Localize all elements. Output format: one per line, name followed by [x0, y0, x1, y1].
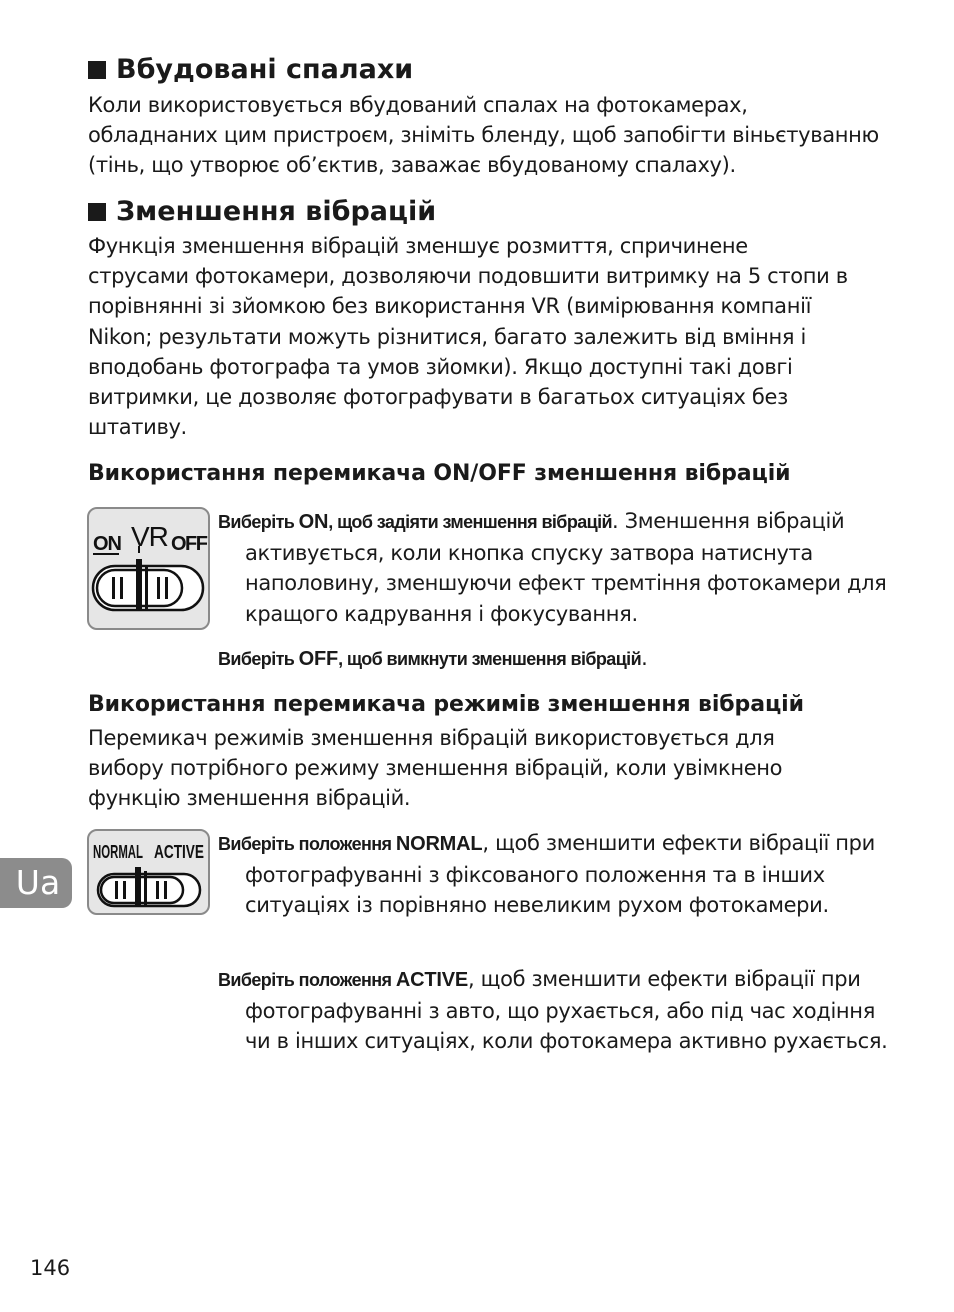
- flash-heading: [88, 54, 413, 86]
- mode-item-normal-text: , щоб зменшити ефекти вібрації при фотографуванні з фіксованого положення та в інших ситуаціях із порівняно невеликим рухом фотокамери.: [245, 831, 875, 917]
- keyword-normal: NORMAL: [395, 833, 483, 855]
- onoff-heading: Використання перемикача ON/OFF зменшення вібрацій: [88, 461, 791, 486]
- lead-pre: Виберіть: [218, 649, 299, 669]
- switch-label-active: ACTIVE: [154, 842, 204, 862]
- switch-label-vr: VR: [131, 521, 168, 552]
- mode-heading: Використання перемикача режимів зменшення вібрацій: [88, 692, 804, 717]
- vr-mode-switch-icon: [87, 829, 211, 915]
- square-bullet-icon: [88, 203, 106, 221]
- mode-item-normal: [218, 828, 895, 921]
- lead-pre: Виберіть положення: [218, 834, 396, 854]
- vr-onoff-switch-icon: [87, 507, 211, 631]
- mode-item-active-lead: [218, 970, 468, 990]
- lead-pre: Виберіть положення: [218, 970, 396, 990]
- keyword-off: OFF: [298, 648, 339, 670]
- lead-post: , щоб задіяти зменшення вібрацій: [328, 512, 612, 532]
- flash-heading-text: Вбудовані спалахи: [116, 54, 414, 85]
- switch-label-normal: NORMAL: [93, 842, 143, 862]
- onoff-item-on: [218, 506, 895, 629]
- mode-item-active: [218, 964, 895, 1057]
- mode-paragraph: Перемикач режимів зменшення вібрацій використовується для вибору потрібного режиму зменшення вібрацій, коли увімкнено функцію зменшення вібрацій.: [88, 726, 783, 811]
- page-number: 146: [30, 1256, 71, 1280]
- keyword-active: ACTIVE: [395, 969, 468, 991]
- mode-item-normal-lead: [218, 834, 482, 854]
- language-tab: Ua: [0, 858, 72, 908]
- square-bullet-icon: [88, 61, 106, 79]
- vr-heading-text: Зменшення вібрацій: [116, 196, 437, 227]
- onoff-item-off-lead: [218, 649, 641, 669]
- lead-pre: Виберіть: [218, 512, 299, 532]
- switch-label-off: OFF: [171, 533, 207, 555]
- onoff-item-on-lead: [218, 512, 612, 532]
- switch-label-on: ON: [93, 533, 121, 555]
- vr-heading: [88, 196, 436, 228]
- lead-post: , щоб вимкнути зменшення вібрацій: [338, 649, 642, 669]
- flash-paragraph: Коли використовується вбудований спалах на фотокамерах, обладнаних цим пристроєм, зніміть бленду, щоб запобігти віньєтуванню (тінь, що утворює об’єктив, заважає вбудованому спалаху).: [88, 93, 879, 178]
- mode-item-active-text: , щоб зменшити ефекти вібрації при фотографуванні з авто, що рухається, або під час ходіння чи в інших ситуаціях, коли фотокамера активно рухається.: [245, 967, 888, 1053]
- onoff-item-off: [218, 643, 895, 675]
- vr-paragraph: Функція зменшення вібрацій зменшує розмиття, спричинене струсами фотокамери, дозволяючи подовшити витримку на 5 стопи в порівнянні зі зйомкою без використання VR (вимірювання компанії Nikon; результати можуть різнитися, багато залежить від вміння і вподобань фотографа та умов зйомки). Якщо доступні такі довгі витримки, це дозволяє фотографувати в багатьох ситуаціях без штативу.: [88, 234, 848, 440]
- keyword-on: ON: [298, 511, 329, 533]
- onoff-item-on-text: . Зменшення вібрацій активується, коли кнопка спуску затвора натиснута наполовину, зменшуючи ефект тремтіння фотокамери для кращого кадрування і фокусування.: [245, 509, 887, 626]
- onoff-item-off-text: .: [641, 646, 648, 670]
